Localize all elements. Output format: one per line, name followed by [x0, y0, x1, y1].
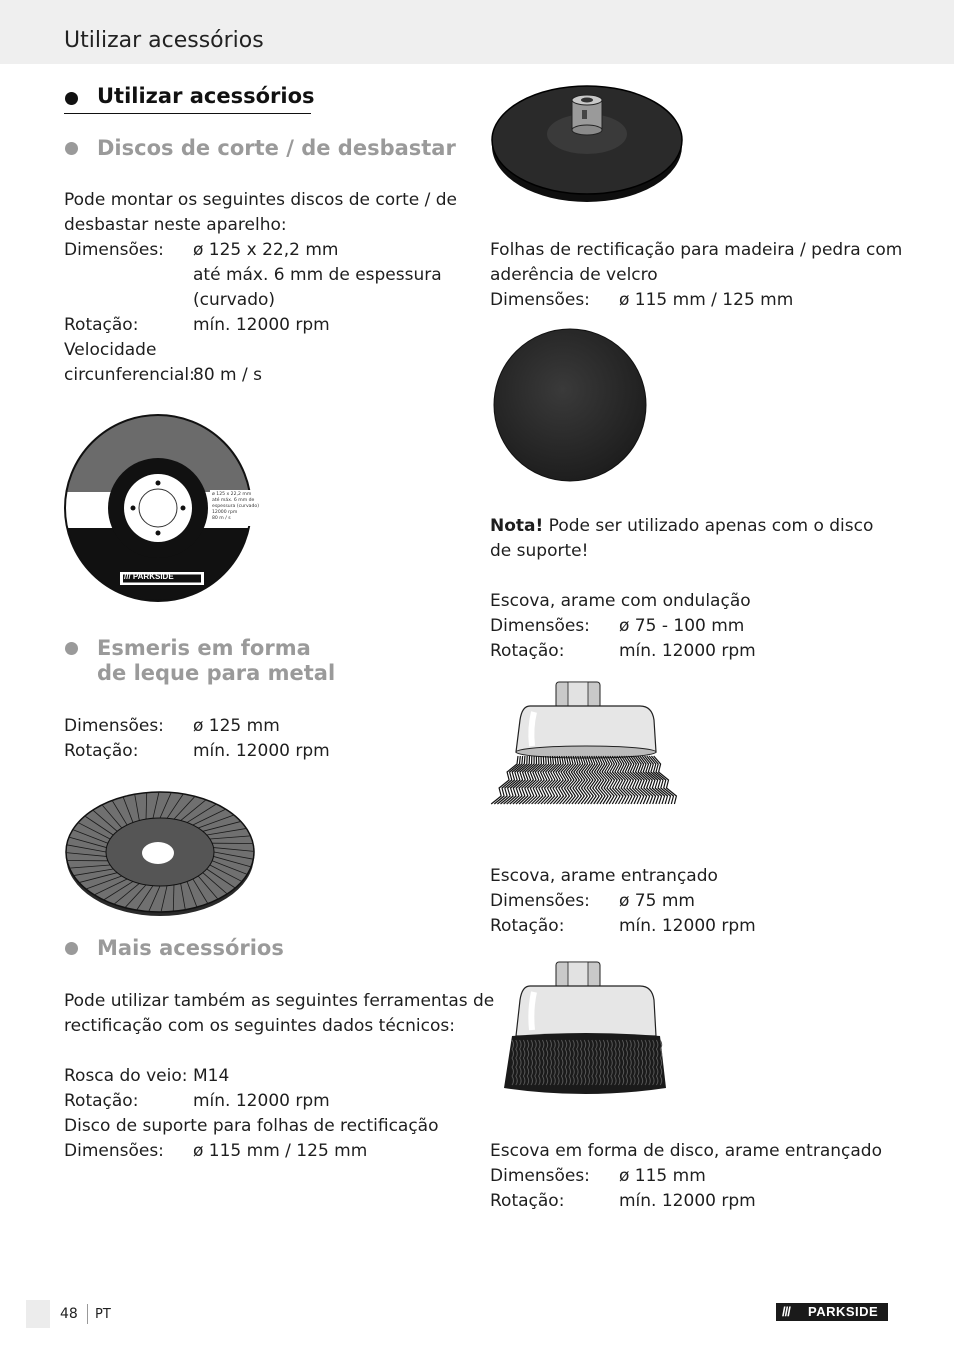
- sheets-dim-value: ø 115 mm / 125 mm: [619, 290, 794, 310]
- note-strong: Nota!: [490, 516, 544, 536]
- section-title-main: Utilizar acessórios: [97, 84, 315, 108]
- note-text: Pode ser utilizado apenas com o disco: [543, 516, 874, 536]
- header-title: Utilizar acessórios: [64, 28, 264, 53]
- cut-dim-value: ø 125 x 22,2 mm: [193, 240, 339, 260]
- brush3-rot-label: Rotação:: [490, 1191, 565, 1211]
- disc-label-line: espessura (curvado): [212, 504, 259, 509]
- parkside-logo: [776, 1303, 888, 1321]
- page-header: [0, 0, 954, 64]
- title-underline: [64, 113, 311, 114]
- cut-speed-label-2: circunferencial:: [64, 365, 195, 385]
- note-line2: de suporte!: [490, 541, 589, 561]
- twisted-wire-brush-image: [490, 960, 686, 1108]
- pad-dim-value: ø 115 mm / 125 mm: [193, 1141, 368, 1161]
- flap-rot-label: Rotação:: [64, 741, 139, 761]
- section-title-cut-discs: Discos de corte / de desbastar: [97, 136, 456, 160]
- disc-label-line: ø 125 x 22,2 mm: [212, 492, 252, 497]
- more-intro-line1: Pode utilizar também as seguintes ferramentas de: [64, 991, 495, 1011]
- disc-brand-logo: [124, 572, 174, 581]
- brush2-dim-label: Dimensões:: [490, 891, 590, 911]
- backing-pad-image: [490, 82, 686, 204]
- more-intro-line2: rectificação com os seguintes dados técnicos:: [64, 1016, 455, 1036]
- brush3-dim-value: ø 115 mm: [619, 1166, 706, 1186]
- more-rot-value: mín. 12000 rpm: [193, 1091, 330, 1111]
- bullet-icon: [65, 142, 78, 155]
- sanding-sheet-image: [492, 328, 650, 484]
- flap-rot-value: mín. 12000 rpm: [193, 741, 330, 761]
- sheets-line2: aderência de velcro: [490, 265, 658, 285]
- brush1-rot-label: Rotação:: [490, 641, 565, 661]
- disc-label-line: até máx. 6 mm de: [212, 498, 255, 503]
- cut-rot-value: mín. 12000 rpm: [193, 315, 330, 335]
- flap-disc-image: [62, 780, 258, 920]
- language-code: PT: [95, 1307, 111, 1322]
- disc-label-text: [212, 492, 259, 522]
- brush3-dim-label: Dimensões:: [490, 1166, 590, 1186]
- page-number: 48: [60, 1306, 78, 1322]
- sheets-dim-label: Dimensões:: [490, 290, 590, 310]
- footer-marker: [26, 1300, 50, 1328]
- brush1-title: Escova, arame com ondulação: [490, 591, 751, 611]
- disc-brand-word: PARKSIDE: [132, 572, 174, 581]
- cut-intro-line1: Pode montar os seguintes discos de corte / de: [64, 190, 458, 210]
- note-line1: [490, 514, 873, 539]
- disc-brand-slashes: ///: [124, 572, 131, 581]
- brush3-title: Escova em forma de disco, arame entrançado: [490, 1141, 882, 1161]
- sheets-line1: Folhas de rectificação para madeira / pedra com: [490, 240, 903, 260]
- section-title-more: Mais acessórios: [97, 936, 284, 960]
- brush2-dim-value: ø 75 mm: [619, 891, 695, 911]
- cut-rot-label: Rotação:: [64, 315, 139, 335]
- section-title-flap-line2: de leque para metal: [97, 661, 336, 685]
- cut-thickness-value: até máx. 6 mm de espessura: [193, 265, 442, 285]
- cut-speed-label-1: Velocidade: [64, 340, 157, 360]
- cut-speed-value: 80 m / s: [193, 365, 262, 385]
- disc-label-line: 12000 rpm: [212, 510, 238, 515]
- footer-divider: [87, 1304, 88, 1324]
- flap-dim-value: ø 125 mm: [193, 716, 280, 736]
- brush1-dim-value: ø 75 - 100 mm: [619, 616, 745, 636]
- bullet-icon: [65, 92, 78, 105]
- pad-line: Disco de suporte para folhas de rectificação: [64, 1116, 439, 1136]
- more-rot-label: Rotação:: [64, 1091, 139, 1111]
- thread-value: M14: [193, 1066, 230, 1086]
- cut-curved-value: (curvado): [193, 290, 276, 310]
- crimped-wire-brush-image: [490, 680, 686, 830]
- brush2-title: Escova, arame entrançado: [490, 866, 718, 886]
- pad-dim-label: Dimensões:: [64, 1141, 164, 1161]
- bullet-icon: [65, 642, 78, 655]
- bullet-icon: [65, 942, 78, 955]
- cut-intro-line2: desbastar neste aparelho:: [64, 215, 287, 235]
- brush2-rot-value: mín. 12000 rpm: [619, 916, 756, 936]
- brush3-rot-value: mín. 12000 rpm: [619, 1191, 756, 1211]
- section-title-flap-line1: Esmeris em forma: [97, 636, 311, 660]
- brush2-rot-label: Rotação:: [490, 916, 565, 936]
- flap-dim-label: Dimensões:: [64, 716, 164, 736]
- cut-dim-label: Dimensões:: [64, 240, 164, 260]
- thread-label: Rosca do veio:: [64, 1066, 188, 1086]
- logo-word: PARKSIDE: [808, 1304, 879, 1319]
- logo-slashes: ///: [782, 1304, 790, 1319]
- brush1-dim-label: Dimensões:: [490, 616, 590, 636]
- disc-label-line: 80 m / s: [212, 516, 231, 521]
- brush1-rot-value: mín. 12000 rpm: [619, 641, 756, 661]
